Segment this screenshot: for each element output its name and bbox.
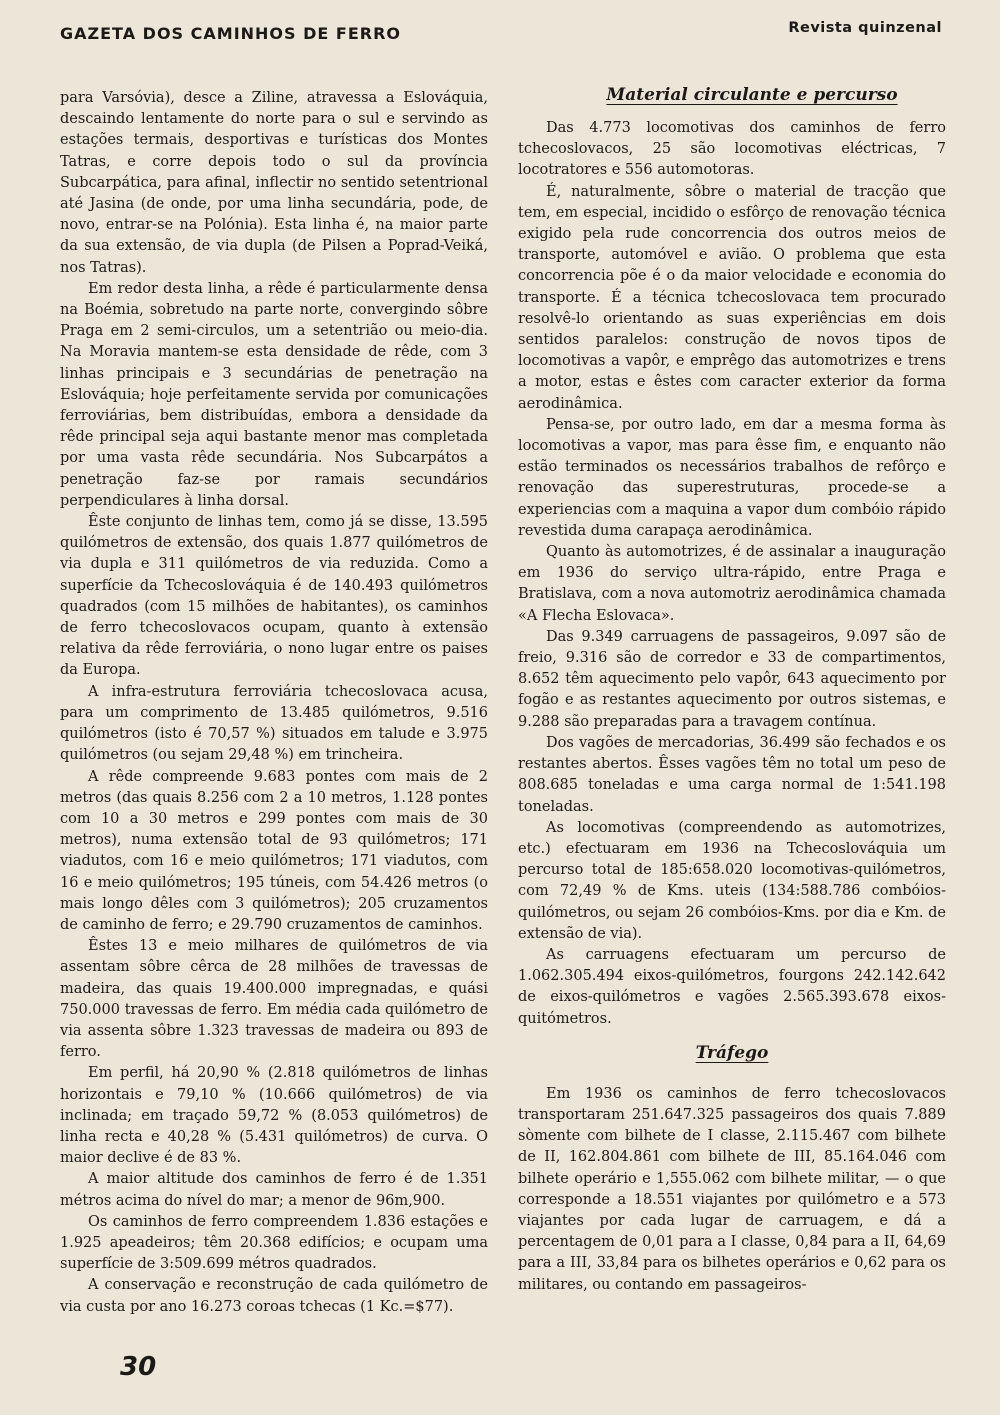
left-column [60, 88, 488, 1318]
paragraph: Em perfil, há 20,90 % (2.818 quilómetros de linhas horizontais e 79,10 % (10.666 quilómetros) de via inclinada; em traçado 59,72 % (8.053 quilómetros) de linha recta e 40,28 % (5.431 quilómetros) de curva. O maior declive é de 83 %. [60, 1065, 488, 1167]
paragraph: Pensa-se, por outro lado, em dar a mesma forma às locomotivas a vapor, mas para êsse fim, e enquanto não estão terminados os necessários trabalhos de refôrço e renovação das superestruturas, procede-se a experiencias com a maquina a vapor dum combóio rápido revestida duma carapaça aerodinâmica. [518, 416, 946, 539]
paragraph: Dos vagões de mercadorias, 36.499 são fechados e os restantes abertos. Êsses vagões têm no total um peso de 808.685 toneladas e uma carga normal de 1:541.198 toneladas. [518, 734, 946, 815]
paragraph: Êstes 13 e meio milhares de quilómetros de via assentam sôbre cêrca de 28 milhões de travessas de madeira, das quais 19.400.000 impregnadas, e quási 750.000 travessas de ferro. Em média cada quilómetro de via assenta sôbre 1.323 travessas de madeira ou 893 de ferro. [60, 938, 488, 1061]
journal-title: GAZETA DOS CAMINHOS DE FERRO [60, 24, 402, 43]
paragraph: A conservação e reconstrução de cada quilómetro de via custa por ano 16.273 coroas tchecas (1 Kc.=$77). [60, 1277, 488, 1315]
paragraph: Das 9.349 carruagens de passageiros, 9.097 são de freio, 9.316 são de corredor e 33 de compartimentos, 8.652 têm aquecimento pelo vapôr, 643 aquecimento por fogão e as restantes aquecimento por outros sistemas, e 9.288 são preparadas para a travagem contínua. [518, 628, 946, 730]
paragraph: Os caminhos de ferro compreendem 1.836 estações e 1.925 apeadeiros; têm 20.368 edifícios; e ocupam uma superfície de 3:509.699 métros quadrados. [60, 1213, 488, 1273]
section-title-material: Material circulante e percurso [606, 85, 898, 105]
section-title-trafego: Tráfego [695, 1042, 769, 1063]
journal-subtitle: Revista quinzenal [788, 20, 942, 36]
paragraph: Em 1936 os caminhos de ferro tchecoslovacos transportaram 251.647.325 passageiros dos quais 7.889 sòmente com bilhete de I classe, 2.115.467 com bilhete de II, 162.804.861 com bilhete de III, 85.164.046 com bilhete operário e 1,555.062 com bilhete militar, — o que corresponde a 18.551 viajantes por quilómetro e a 573 viajantes por cada lugar de carruagem, e dá a percentagem de 0,01 para a I classe, 0,84 para a II, 64,69 para a III, 33,84 para os bilhetes operários e 0,62 para os militares, ou contando em passageiros- [518, 1085, 946, 1293]
paragraph: Êste conjunto de linhas tem, como já se disse, 13.595 quilómetros de extensão, dos quais 1.877 quilómetros de via dupla e 311 quilómetros de via reduzida. Como a superfície da Tchecoslováquia é de 140.493 quilómetros quadrados (com 15 milhões de habitantes), os caminhos de ferro tchecoslovacos ocupam, quanto à extensão relativa da rêde ferroviária, o nono lugar entre os paises da Europa. [60, 514, 488, 679]
right-column [518, 84, 946, 1296]
paragraph: É, naturalmente, sôbre o material de tracção que tem, em especial, incidido o esfôrço de renovação técnica exigido pela rude concorrencia dos outros meios de transporte, automóvel e avião. O problema que esta concorrencia põe é o da maior velocidade e economia do transporte. É a técnica tchecoslovaca tem procurado resolvê-lo orientando as suas experiências em dois sentidos paralelos: construção de novos tipos de locomotivas a vapôr, e emprêgo das automotrizes e trens a motor, estas e êstes com caracter exterior da forma aerodinâmica. [518, 183, 946, 412]
paragraph: A maior altitude dos caminhos de ferro é de 1.351 métros acima do nível do mar; a menor de 96m,900. [60, 1171, 488, 1209]
paragraph: As locomotivas (compreendendo as automotrizes, etc.) efectuaram em 1936 na Tchecoslováquia um percurso total de 185:658.020 locomotivas-quilómetros, com 72,49 % de Kms. uteis (134:588.786 combóios-quilómetros, ou sejam 26 combóios-Kms. por dia e Km. de extensão de via). [518, 819, 946, 942]
paragraph: Das 4.773 locomotivas dos caminhos de ferro tchecoslovacos, 25 são locomotivas eléctricas, 7 locotratores e 556 automotoras. [518, 120, 946, 179]
paragraph: Quanto às automotrizes, é de assinalar a inauguração em 1936 do serviço ultra-rápido, entre Praga e Bratislava, com a nova automotriz aerodinâmica chamada «A Flecha Eslovaca». [518, 544, 946, 624]
page-number: 30 [120, 1352, 157, 1382]
paragraph: Em redor desta linha, a rêde é particularmente densa na Boémia, sobretudo na parte norte, convergindo sôbre Praga em 2 semi-circulos, um a setentrião ou meio-dia. Na Moravia mantem-se esta densidade de rêde, com 3 linhas principais e 3 secundárias de penetração na Eslováquia; hoje perfeitamente servida por comunicações ferroviárias, bem distribuídas, embora a densidade da rêde principal seja aqui bastante menor mas completada por uma vasta rêde secundária. Nos Subcarpátos a penetração faz-se por ramais secundários perpendiculares à linha dorsal. [60, 280, 488, 509]
paragraph: A infra-estrutura ferroviária tchecoslovaca acusa, para um comprimento de 13.485 quilómetros, 9.516 quilómetros (isto é 70,57 %) situados em talude e 3.975 quilómetros (ou sejam 29,48 %) em trincheira. [60, 683, 488, 764]
paragraph: para Varsóvia), desce a Ziline, atravessa a Eslováquia, descaindo lentamente do norte para o sul e servindo as estações termais, desportivas e turísticas dos Montes Tatras, e corre depois todo o sul da província Subcarpática, para afinal, inflectir no sentido setentrional até Jasina (de onde, por uma linha secundária, pode, de novo, entrar-se na Polónia). Esta linha é, na maior parte da sua extensão, de via dupla (de Pilsen a Poprad-Veiká, nos Tatras). [60, 90, 488, 276]
paragraph: A rêde compreende 9.683 pontes com mais de 2 metros (das quais 8.256 com 2 a 10 metros, 1.128 pontes com 10 a 30 metros e 299 pontes com mais de 30 metros), numa extensão total de 93 quilómetros; 171 viadutos, com 16 e meio quilómetros; 171 viadutos, com 16 e meio quilómetros; 195 túneis, com 54.426 metros (o mais longo dêles com 3 quilómetros); 205 cruzamentos de caminho de ferro; e 29.790 cruzamentos de caminhos. [60, 768, 488, 933]
paragraph: As carruagens efectuaram um percurso de 1.062.305.494 eixos-quilómetros, fourgons 242.142.642 de eixos-quilómetros e vagões 2.565.393.678 eixos-quitómetros. [518, 946, 946, 1027]
